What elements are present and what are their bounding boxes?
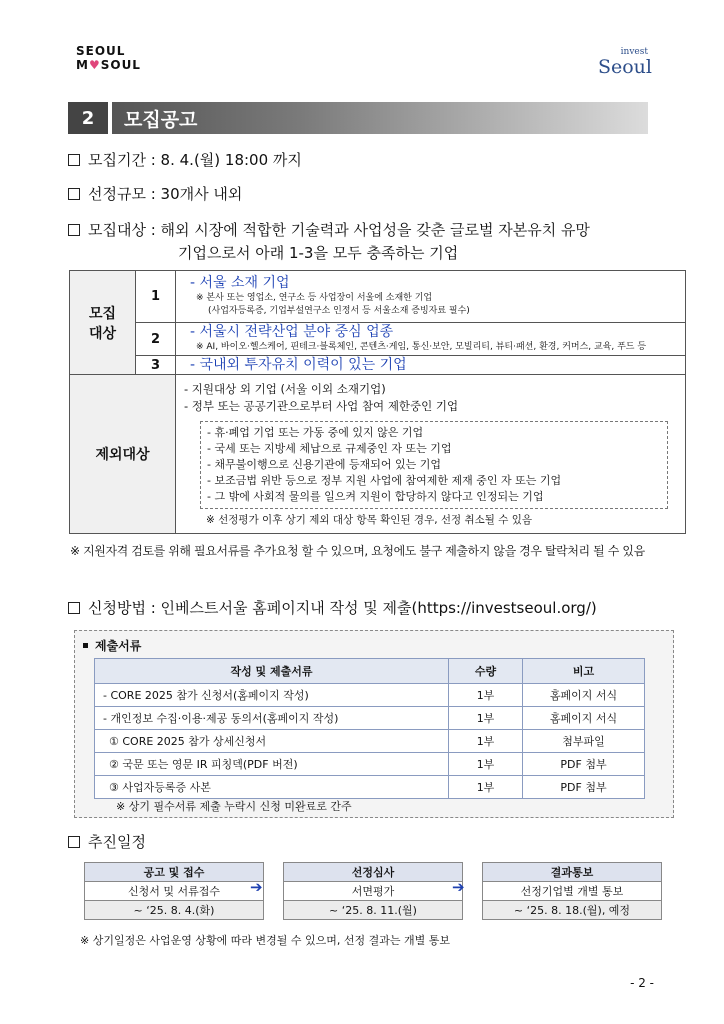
exclusion-content: - 지원대상 외 기업 (서울 이외 소재기업) - 정부 또는 공공기관으로부터 사업 참여 제한중인 기업 - 휴·폐업 기업 또는 가동 중에 있지 않은 기업 - 국세 또는 지방세 체납으로 규제중인 자 또는 기업 - 채무불이행으로 신용기관에 등재되어 있는 기업 - 보조금법 위반 등으로 정부 지원 사업에 참여제한 제재 중인 자 또는 기업 - 그 밖에 사회적 물의를 일으켜 지원이 합당하지 않다고 인정되는 기업 ※ 선정평가 이후 상기 제외 대상 항목 확인된 경우, 선정 취소될 수 있음 [176, 375, 686, 534]
logo-line-2: M♥SOUL [76, 58, 141, 72]
documents-table [94, 658, 645, 799]
exclusion-header: 제외대상 [70, 375, 176, 534]
checkbox-bullet-icon [68, 154, 80, 166]
eligibility-header: 모집 대상 [70, 271, 136, 375]
target-line: 모집대상 : 해외 시장에 적합한 기술력과 사업성을 갖춘 글로벌 자본유치 유망 [68, 220, 590, 240]
documents-title: 제출서류 [83, 637, 141, 654]
table-row: ① CORE 2025 참가 상세신청서 1부 첨부파일 [95, 730, 645, 753]
exclusion-item: - 보조금법 위반 등으로 정부 지원 사업에 참여제한 제재 중인 자 또는 기업 [207, 474, 562, 487]
checkbox-bullet-icon [68, 836, 80, 848]
column-header: 작성 및 제출서류 [95, 659, 449, 684]
target-line-cont: 기업으로서 아래 1-3을 모두 충족하는 기업 [178, 244, 459, 262]
criterion-2: - 서울시 전략산업 분야 중심 업종 ※ AI, 바이오·헬스케어, 핀테크·블록체인, 콘텐츠·게임, 통신·보안, 모빌리티, 뷰티·패션, 환경, 커머스, 교육, 푸드 등 [176, 323, 686, 356]
section-number: 2 [68, 102, 108, 134]
exclusion-item: - 그 밖에 사회적 물의를 일으켜 지원이 합당하지 않다고 인정되는 기업 [207, 490, 544, 503]
criterion-number: 2 [136, 323, 176, 356]
documents-note: ※ 상기 필수서류 제출 누락시 신청 미완료로 간주 [116, 800, 352, 813]
section-header [68, 102, 648, 134]
period-line: 모집기간 : 8. 4.(월) 18:00 까지 [68, 150, 302, 170]
schedule-step-2: 선정심사 서면평가 ~ ‘25. 8. 11.(월) [283, 862, 463, 920]
exclusion-note: ※ 선정평가 이후 상기 제외 대상 항목 확인된 경우, 선정 취소될 수 있음 [206, 514, 533, 526]
schedule-note: ※ 상기일정은 사업운영 상황에 따라 변경될 수 있으며, 선정 결과는 개별 통보 [80, 934, 450, 947]
checkbox-bullet-icon [68, 602, 80, 614]
criterion-number: 3 [136, 356, 176, 375]
arrow-right-icon: ➔ [452, 878, 465, 896]
schedule-line: 추진일정 [68, 832, 146, 852]
scale-line: 선정규모 : 30개사 내외 [68, 184, 242, 204]
seoul-my-soul-logo [76, 44, 141, 72]
table-row: - 개인정보 수집·이용·제공 동의서(홈페이지 작성) 1부 홈페이지 서식 [95, 707, 645, 730]
table-row: ② 국문 또는 영문 IR 피칭덱(PDF 버전) 1부 PDF 첨부 [95, 753, 645, 776]
exclusion-item: - 국세 또는 지방세 체납으로 규제중인 자 또는 기업 [207, 442, 452, 455]
table-row: - CORE 2025 참가 신청서(홈페이지 작성) 1부 홈페이지 서식 [95, 684, 645, 707]
column-header: 비고 [523, 659, 645, 684]
eligibility-table [69, 270, 686, 534]
page-number: - 2 - [630, 976, 654, 990]
criterion-3: - 국내외 투자유치 이력이 있는 기업 [176, 356, 686, 375]
schedule-step-3: 결과통보 선정기업별 개별 통보 ~ ‘25. 8. 18.(월), 예정 [482, 862, 662, 920]
square-bullet-icon [83, 643, 88, 648]
exclusion-item: - 휴·폐업 기업 또는 가동 중에 있지 않은 기업 [207, 426, 424, 439]
logo-invest-text: invest [620, 47, 648, 57]
checkbox-bullet-icon [68, 188, 80, 200]
column-header: 수량 [449, 659, 523, 684]
exclusion-detail-box [200, 421, 668, 509]
arrow-right-icon: ➔ [250, 878, 263, 896]
exclusion-item: - 채무불이행으로 신용기관에 등재되어 있는 기업 [207, 458, 441, 471]
invest-seoul-logo [598, 48, 652, 77]
table-row: ③ 사업자등록증 사본 1부 PDF 첨부 [95, 776, 645, 799]
criterion-1: - 서울 소재 기업 ※ 본사 또는 영업소, 연구소 등 사업장이 서울에 소재한 기업 (사업자등록증, 기업부설연구소 인정서 등 서울소재 증빙자료 필수) [176, 271, 686, 323]
method-line: 신청방법 : 인베스트서울 홈페이지내 작성 및 제출(https://investseoul.org/) [68, 598, 597, 618]
checkbox-bullet-icon [68, 224, 80, 236]
heart-icon: ♥ [88, 58, 101, 72]
schedule-step-1: 공고 및 접수 신청서 및 서류접수 ~ ‘25. 8. 4.(화) [84, 862, 264, 920]
section-title: 모집공고 [112, 102, 648, 134]
eligibility-note: ※ 지원자격 검토를 위해 필요서류를 추가요청 할 수 있으며, 요청에도 불구 제출하지 않을 경우 탈락처리 될 수 있음 [70, 544, 645, 558]
logo-line-1: SEOUL [76, 44, 126, 58]
logo-seoul-text: Seoul [597, 56, 652, 78]
criterion-number: 1 [136, 271, 176, 323]
